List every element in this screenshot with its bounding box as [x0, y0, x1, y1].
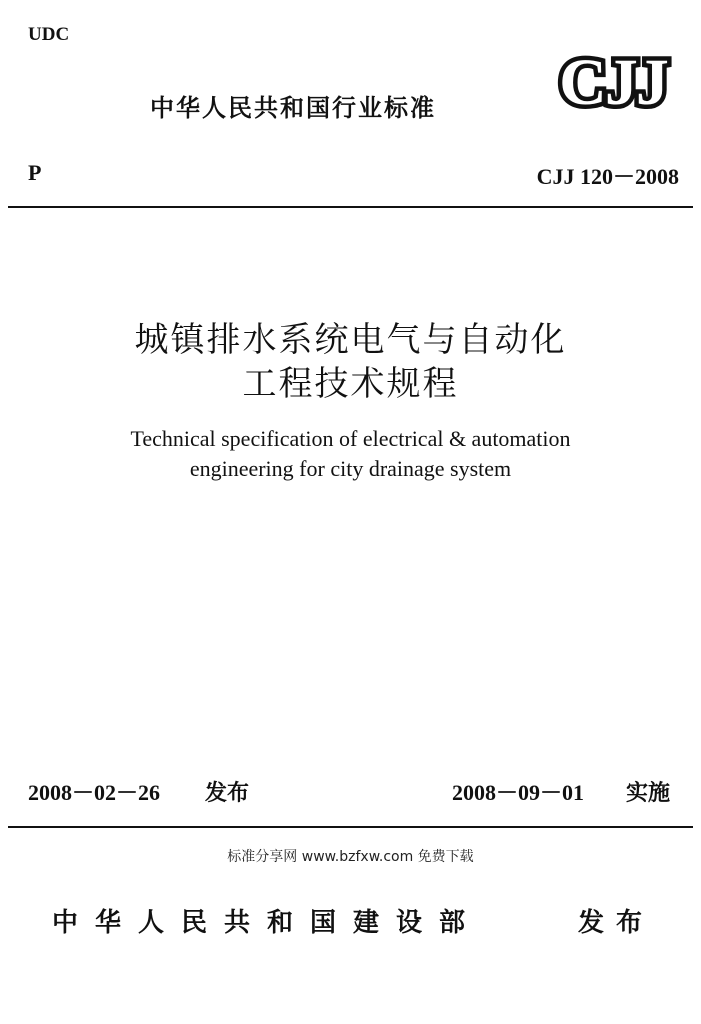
standard-number: CJJ 120－2008 — [536, 164, 679, 189]
publisher-name: 中华人民共和国建设部 — [52, 908, 483, 938]
title-en-line1: Technical specification of electrical & automation — [130, 426, 571, 451]
watermark-text: 标准分享网 www.bzfxw.com 免费下载 — [227, 849, 474, 865]
cjj-logo-text: CJJ — [559, 46, 667, 116]
implement-label: 实施 — [626, 781, 671, 806]
category-code: P — [28, 160, 42, 185]
issue-label: 发布 — [205, 781, 250, 806]
implement-date: 2008－09－01 — [452, 780, 585, 805]
top-divider — [8, 206, 693, 208]
issue-date: 2008－02－26 — [28, 780, 161, 805]
publish-verb: 发布 — [578, 908, 655, 938]
cjj-logo — [546, 46, 680, 116]
standard-type-title: 中华人民共和国行业标准 — [150, 94, 436, 122]
title-cn-line2: 工程技术规程 — [242, 364, 459, 404]
bottom-divider — [8, 826, 693, 828]
title-en-line2: engineering for city drainage system — [189, 456, 512, 481]
title-cn-line1: 城镇排水系统电气与自动化 — [134, 320, 567, 360]
udc-label: UDC — [28, 24, 70, 45]
